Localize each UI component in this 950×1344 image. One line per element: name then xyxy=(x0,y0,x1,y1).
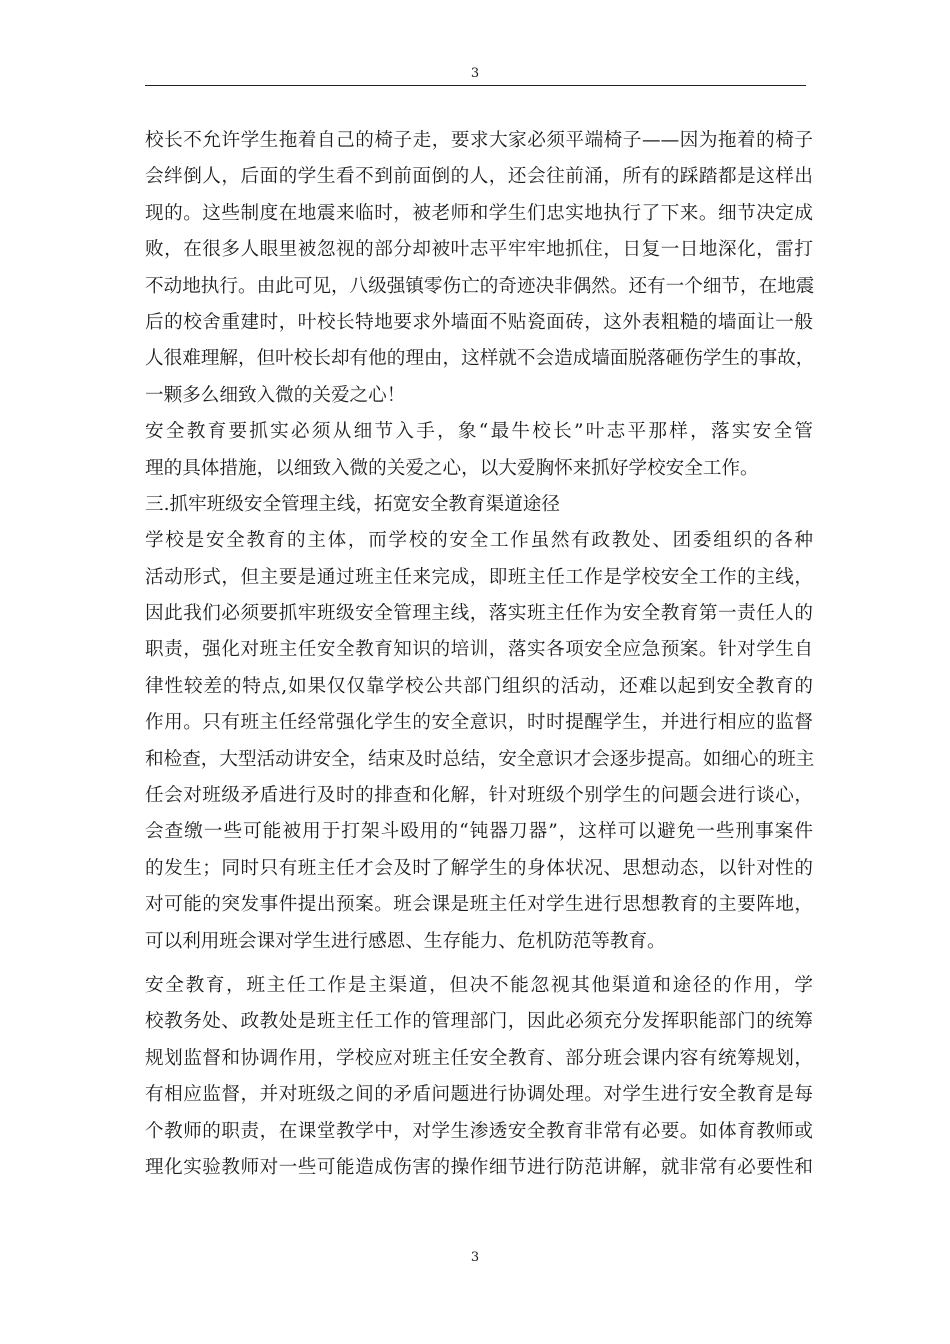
text-line: 会查缴一些可能被用于打架斗殴用的“钝器刀器”，这样可以避免一些刑事案件 xyxy=(145,821,813,843)
text-line: 个教师的职责，在课堂教学中，对学生渗透安全教育非常有必要。如体育教师或 xyxy=(145,1120,813,1142)
text-line: 任会对班级矛盾进行及时的排查和化解，针对班级个别学生的问题会进行谈心， xyxy=(145,785,813,807)
text-line: 作用。只有班主任经常强化学生的安全意识，时时提醒学生，并进行相应的监督 xyxy=(145,712,813,734)
paragraph-gap xyxy=(145,960,813,968)
text-line: 因此我们必须要抓牢班级安全管理主线，落实班主任作为安全教育第一责任人的 xyxy=(145,603,813,625)
text-line: 现的。这些制度在地震来临时，被老师和学生们忠实地执行了下来。细节决定成 xyxy=(145,202,813,224)
text-line: 安全教育，班主任工作是主渠道，但决不能忽视其他渠道和途径的作用，学 xyxy=(145,974,813,996)
body-text xyxy=(145,123,813,1186)
text-line: 有相应监督，并对班级之间的矛盾问题进行协调处理。对学生进行安全教育是每 xyxy=(145,1084,813,1106)
text-line: 一颗多么细致入微的关爱之心！ xyxy=(145,384,406,406)
paragraph xyxy=(145,523,813,960)
text-line: 学校是安全教育的主体，而学校的安全工作虽然有政教处、团委组织的各种 xyxy=(145,530,813,552)
header-page-number: 3 xyxy=(470,66,480,81)
text-line: 不动地执行。由此可见，八级强镇零伤亡的奇迹决非偶然。还有一个细节，在地震 xyxy=(145,275,815,297)
text-line: 理的具体措施，以细致入微的关爱之心，以大爱胸怀来抓好学校安全工作。 xyxy=(145,457,759,479)
text-line: 的发生；同时只有班主任才会及时了解学生的身体状况、思想动态，以针对性的 xyxy=(145,857,813,879)
text-line: 安全教育要抓实必须从细节入手，象“最牛校长”叶志平那样，落实安全管 xyxy=(145,421,813,443)
text-line: 败，在很多人眼里被忽视的部分却被叶志平牢牢地抓住，日复一日地深化，雷打 xyxy=(145,239,813,261)
text-line: 和检查，大型活动讲安全，结束及时总结，安全意识才会逐步提高。如细心的班主 xyxy=(145,748,815,770)
text-line: 对可能的突发事件提出预案。班会课是班主任对学生进行思想教育的主要阵地， xyxy=(145,894,813,916)
text-line: 活动形式，但主要是通过班主任来完成，即班主任工作是学校安全工作的主线， xyxy=(145,566,813,588)
text-line: 三.抓牢班级安全管理主线，拓宽安全教育渠道途径 xyxy=(145,493,560,515)
text-line: 律性较差的特点,如果仅仅靠学校公共部门组织的活动，还难以起到安全教育的 xyxy=(145,675,813,697)
text-line: 校教务处、政教处是班主任工作的管理部门，因此必须充分发挥职能部门的统筹 xyxy=(145,1011,813,1033)
text-line: 人很难理解，但叶校长却有他的理由，这样就不会造成墙面脱落砸伤学生的事故， xyxy=(145,348,815,370)
paragraph xyxy=(145,487,813,523)
text-line: 规划监督和协调作用，学校应对班主任安全教育、部分班会课内容有统筹规划， xyxy=(145,1047,813,1069)
text-line: 可以利用班会课对学生进行感恩、生存能力、危机防范等教育。 xyxy=(145,930,666,952)
paragraph xyxy=(145,414,813,487)
text-line: 校长不允许学生拖着自己的椅子走，要求大家必须平端椅子——因为拖着的椅子 xyxy=(145,130,813,151)
text-line: 职责，强化对班主任安全教育知识的培训，落实各项安全应急预案。针对学生自 xyxy=(145,639,813,661)
footer-page-number: 3 xyxy=(470,1250,480,1265)
text-line: 理化实验教师对一些可能造成伤害的操作细节进行防范讲解，就非常有必要性和 xyxy=(145,1156,813,1178)
paragraph xyxy=(145,968,813,1186)
text-line: 会绊倒人，后面的学生看不到前面倒的人，还会往前涌，所有的踩踏都是这样出 xyxy=(145,166,813,188)
header-rule xyxy=(145,85,806,86)
paragraph xyxy=(145,123,813,414)
text-line: 后的校舍重建时，叶校长特地要求外墙面不贴瓷面砖，这外表粗糙的墙面让一般 xyxy=(145,311,813,333)
